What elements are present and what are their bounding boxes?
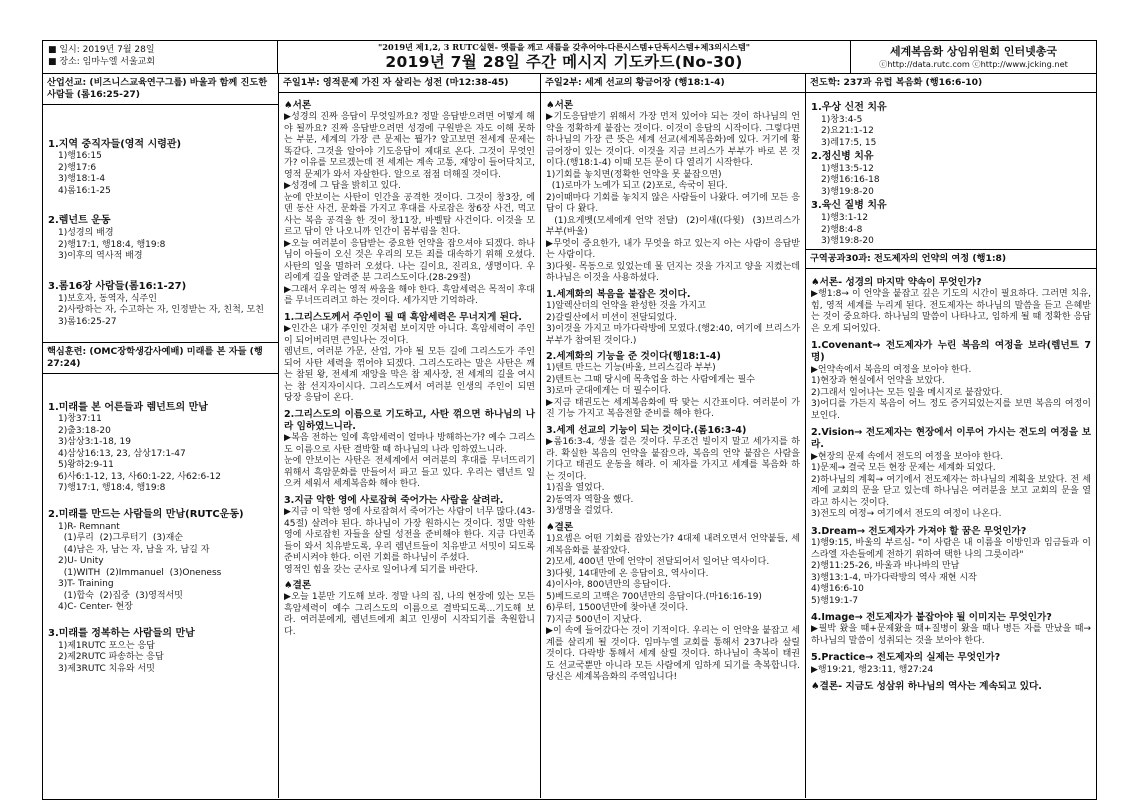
column-4 — [806, 74, 1096, 798]
core-training-body — [43, 374, 278, 679]
header-org-block — [851, 41, 1096, 73]
paragraph: 2)행11:25-26, 바울과 바나바의 만남 — [811, 561, 960, 572]
paragraph: 2)텐트는 그때 당시에 목축업을 하는 사람에게는 필수 — [546, 374, 755, 385]
paragraph: 6)루터, 1500년만에 찾아낸 것이다. — [546, 603, 689, 614]
paragraph: (1)로마가 노예가 되고 (2)포로, 속국이 된다. — [546, 181, 728, 192]
section-title: 1.미래를 본 어른들과 렘넌트의 만남 — [48, 401, 208, 413]
section-line: 1)창37:11 — [58, 414, 102, 425]
paragraph: 1)알렉산더의 언약을 완성한 것을 가지고 — [546, 301, 706, 312]
paragraph: ▶오늘 1분만 기도해 보라. 정말 나의 집, 나의 현장에 있는 모든 흑암세력이 예수 그리스도의 이름으로 결박되도록...기도해 보라. 여러분에게, 렘넌트에게 최고 인생이 시작되기를 축원합니다. — [284, 592, 538, 637]
paragraph: ♠서론 — [284, 99, 312, 111]
card-header — [43, 41, 1096, 74]
section-line: 2)사랑하는 자, 수고하는 자, 인정받는 자, 친척, 모친 — [58, 305, 264, 316]
paragraph: 2.세계화의 기능을 준 것이다(행18:1-4) — [546, 351, 721, 363]
section-title: 2.미래를 만드는 사람들의 만남(RUTC운동) — [48, 508, 244, 520]
paragraph: 5)행19:1-7 — [811, 595, 859, 606]
paragraph: ▶행19:21, 행23:11, 행27:24 — [811, 664, 934, 675]
section-line: 3)레17:5, 15 — [821, 137, 877, 148]
section-line: 1)R- Remnant — [58, 521, 120, 532]
section-line: 1)제1RUTC 포으는 응답 — [58, 640, 155, 651]
section-line: (1)루리 (2)그루터기 (3)재순 — [58, 533, 183, 544]
paragraph: 4)이사야, 800년만의 응답이다. — [546, 580, 671, 591]
paragraph: ♠결론 — [284, 580, 312, 592]
section-line: 4)롬16:1-25 — [58, 185, 111, 196]
paragraph: ▶기도응답받기 위해서 가장 먼저 있어야 되는 것이 하나님의 언약을 정확하게 붙잡는 것이다. 이것이 응답의 시작이다. 그렇다면 하나님의 가장 큰 뜻은 세계 선교(세계복음화)에 있다. 거기에 황금어장이 있는 것이다. 이것을 지금 브리스가 부부가 바로 본 것이다.(행18:1-4) 이때 모든 문이 다 열리기 시작한다. — [546, 112, 803, 169]
paragraph: ▶인간은 내가 주인인 것처럼 보이지만 아니다. 흑암세력이 주인이 되어버리면 큰일나는 것이다. — [284, 324, 535, 346]
paragraph: 4.Image→ 전도제자가 붙잡아야 될 이미지는 무엇인가? — [811, 612, 1052, 624]
column-3 — [541, 74, 806, 798]
paragraph: ▶현장의 문제 속에서 전도의 여정을 보아야 한다. — [811, 451, 1004, 462]
paragraph: 1)현장과 현실에서 언약을 보았다. — [811, 376, 945, 387]
section-line: 1)성경의 배경 — [58, 228, 114, 239]
cell-lesson-body — [806, 269, 1096, 697]
paragraph: 3)다윗- 목동으로 있었는데 물 던지는 것을 가지고 양을 지켰는데 하나님은 이것을 사용하셨다. — [546, 261, 803, 284]
paragraph: ▶성경의 진짜 응답이 무엇일까요? 정말 응답받으려면 어떻게 해야 될까요? 진짜 응답받으려면 성경에 구원받은 자도 이해 못하는 부분, 세계의 가장 큰 문제는 뭘가? 알고보면 전세계 문제는 똑같다. 그것을 알아야 기도응답이 제대로 온다. 그것이 무엇인가? 이유를 모르겠는데 전 세계는 계속 고통, 재앙이 들어닥치고, 영적 문제가 와서 자살한다. 알으로 점점 더해질 것이다. — [284, 112, 538, 180]
header-title-block — [278, 41, 851, 73]
section-line: 1)창3:4-5 — [821, 114, 863, 125]
place-label: ■ 장소: 임마누엘 서울교회 — [48, 57, 156, 67]
paragraph: 2)그래서 일어나는 모든 일을 메시지로 붙잡았다. — [811, 387, 1003, 398]
date-label: ■ 일시: 2019년 7월 28일 — [48, 45, 155, 56]
paragraph: 1.그리스도께서 주인이 될 때 흑암세력은 무너지게 된다. — [284, 311, 522, 323]
paragraph: ▶지금 이 악한 영에 사로잡혀서 죽어가는 사람이 너무 많다.(43-45절) 살려야 된다. 하나님이 가장 원하시는 것이다. 정말 악한 영에 사로잡힌 자들을 살릴 성전을 준비해야 한다. 지금 다민족들이 와서 치유받도록, 우리 렘넌트들이 치유받고 서밋이 되도록 준비시켜야 한다. 이런 기회를 하나님이 주셨다. — [284, 507, 538, 564]
paragraph: 2)동역자 역할을 했다. — [546, 494, 634, 505]
core-training-heading: 핵심훈련: (OMC장학생감사예배) 미래를 본 자들 (행27:24) — [43, 343, 278, 374]
paragraph: 1.세계화의 복음을 붙잡은 것이다. — [546, 288, 691, 300]
paragraph: 영적인 힘을 갖는 군사로 일어나게 되기를 바란다. — [284, 564, 478, 575]
section-line: 1)행13:5-12 — [821, 163, 874, 174]
section-line: 7)행17:1, 행18:4, 행19:8 — [58, 483, 166, 494]
evangelism-body — [806, 93, 1096, 249]
paragraph: 3)전도의 여정→ 여기에서 전도의 여정이 나온다. — [811, 509, 1002, 520]
section-title: 1.우상 신전 치유 — [811, 101, 887, 113]
section-title: 1.지역 중직자들(영적 시령관) — [48, 138, 182, 150]
industry-mission-heading: 산업선교: (비즈니스교육연구그룹) 바울과 함께 진도한 사람들 (롬16:25-27) — [43, 74, 278, 105]
section-line: 2)제2RUTC 파송하는 응답 — [58, 652, 164, 663]
paragraph: ▶그래서 우리는 영적 싸움을 해야 한다. 흑암세력은 목적이 후대를 무너뜨리려고 하는 것이다. 세가지만 기억하라. — [284, 284, 535, 307]
paragraph: ▶오늘 여러분이 응답받는 중요한 언약을 잡으셔야 되겠다. 하나님이 아들이 오신 것은 우리의 모든 죄를 대속하기 위해 오셨다. 사탄의 일을 멸하러 오셨다. 나는 길이요, 진리요, 생명이다. 우리에게 길을 알려준 분 그리스도이다.(28-29절) — [284, 238, 538, 284]
section-line: 3)롬16:25-27 — [58, 316, 117, 327]
paragraph: 2)이때마다 기회를 놓치지 않은 사람들이 나왔다. 여기에 모든 응답이 다 왔다. — [546, 192, 800, 215]
paragraph: 5)베드로의 고백은 700년만의 응답이다.(마16:16-19) — [546, 591, 762, 602]
paragraph: 2)갈릴산에서 미션이 전달되었다. — [546, 312, 677, 323]
paragraph: 눈에 안보이는 사탄은 전세계에서 여러분의 후대를 무너뜨리기 위해서 흑암문화를 만들어서 파고 들고 있다. 우리는 렘넌트 일으켜 세워서 세계복음화 해야 한다. — [284, 456, 538, 490]
paragraph: 4)행16:6-10 — [811, 584, 864, 595]
section-line: 1)보호자, 동역자, 식주인 — [58, 293, 157, 304]
paragraph: 3)로마 군대에게는 더 필수이다. — [546, 386, 672, 397]
paragraph: 1)문제→ 결국 모든 현장 문제는 세계화 되었다. — [811, 463, 996, 474]
section-line: 3)행19:8-20 — [821, 236, 874, 247]
paragraph: ▶행1:8→ 이 언약을 붙잡고 깊은 기도의 시간이 필요하다. 그러면 치유, 힘, 영적 세계를 누리게 된다. 전도제자는 하나님의 말씀을 듣고 은혜받는 것이 중요하다. 하나님의 말씀이 나타나고, 임하게 될 때 정확한 응답은 오게 되어있다. — [811, 289, 1094, 334]
evangelism-box — [806, 74, 1096, 249]
paragraph: ♠결론 — [546, 521, 574, 533]
paragraph: 7)지금 500년이 지났다. — [546, 614, 642, 625]
paragraph: 2)모세, 400년 만에 언약이 전달되어서 일어난 역사이다. — [546, 557, 770, 568]
section-title: 3.육신 질병 치유 — [811, 200, 887, 212]
paragraph: 3)다윗, 14대만에 온 응답이요, 역사이다. — [546, 568, 709, 579]
paragraph: 3)어디를 가든지 복음이 어느 정도 증거되었는지를 보면 복음의 여정이 보인다. — [811, 399, 1094, 421]
cell-lesson-heading: 구역공과30과: 전도제자의 언약의 여정 (행1:8) — [806, 250, 1096, 269]
paragraph: ▶이 속에 들어갔다는 것이 기적이다. 우리는 이 언약을 붙잡고 세계를 살리게 될 것이다. 임마누엘 교회를 통해서 237나라 살릴 것이다. 다락방 통해서 세계 살릴 것이다. 하나님이 축복이 태권도 선교국뿐만 아니라 모든 사람에게 임하게 되기를 축복합니다. 당신은 세계복음화의 주역입니다! — [546, 626, 803, 683]
section-line: 3)행19:8-20 — [821, 186, 874, 197]
section-title: 3.미래를 정복하는 사람들의 만남 — [48, 627, 195, 639]
paragraph: 5.Practice→ 전도제자의 실제는 무엇인가? — [811, 652, 1001, 664]
industry-mission-box — [43, 74, 278, 342]
paragraph: 렘넌트, 여러분 가문, 산업, 가야 될 모든 길에 그리스도가 주인 되어 사탄 세력을 꺾어야 되겠다. 그리스도라는 말은 사탄은 깨는 참된 왕, 전세계 재앙을 막은 참 제사장, 전 세계의 길을 여시는 참 선지자이시다. 그리스도께서 여러분 인생의 주인이 되면 당장 응답이 온다. — [284, 347, 538, 404]
paragraph: ▶지금 태권도는 세계복음화에 딱 맞는 시간표이다. 여러분이 가진 기능 가지고 복음전할 준비를 해야 한다. — [546, 397, 800, 420]
sunday-service-1-heading: 주일1부: 영적문제 가진 자 살리는 성전 (마12:38-45) — [279, 74, 540, 93]
core-training-box — [43, 343, 278, 798]
section-line: (4)남은 자, 남는 자, 남을 자, 남길 자 — [58, 544, 210, 555]
section-title: 3.롬16장 사람들(롬16:1-27) — [48, 280, 187, 292]
paragraph: 1)기회를 놓치면(정확한 언약을 못 붙잡으면) — [546, 169, 722, 180]
industry-mission-body — [43, 105, 278, 332]
section-line: 2)행17:1, 행18:4, 행19:8 — [58, 239, 166, 250]
section-line: 3)제3RUTC 치유와 서밋 — [58, 663, 155, 674]
paragraph: 3)생명을 걸었다. — [546, 506, 614, 517]
paragraph: 1)행9:15, 바울의 부르심- "이 사람은 내 이름을 이방인과 임금들과 이스라엘 자손들에게 전하기 위하여 택한 나의 그릇이라" — [811, 538, 1091, 560]
paragraph: ▶성경에 그 답을 밝히고 있다. — [284, 181, 401, 192]
header-meta — [43, 41, 278, 73]
sunday-service-1-body — [279, 93, 540, 642]
paragraph: ▶롬16:3-4, 생을 걸은 것이다. 무조건 빌이지 말고 세가지를 하라. 확실한 복음의 언약을 붙잡으라, 복음의 언약 붙잡은 사람을 기다고 태권도 운동을 해라. 이 제자를 가지고 세계를 복음화 하는 것이다. — [546, 437, 803, 482]
paragraph: 1)텐트 만드는 기능(바울, 브리스길라 부부) — [546, 363, 716, 374]
paragraph: ♠서론 — [546, 99, 574, 111]
section-line: 2)요21:1-12 — [821, 126, 874, 137]
paragraph: 1.Covenant→ 전도제자가 누린 복음의 여정을 보라(렘넌트 7명) — [811, 340, 1091, 364]
paragraph: 3)행13:1-4, 마가다락방의 역사 재현 시작 — [811, 572, 977, 583]
sunday-service-2-heading: 주일2부: 세계 선교의 황금어장 (행18:1-4) — [541, 74, 805, 93]
paragraph: 3.Dream→ 전도제자가 가져야 할 꿈은 무엇인가? — [811, 525, 1027, 537]
section-line: 3)이후의 역사적 배경 — [58, 251, 143, 262]
paragraph: 2.Vision→ 전도제자는 현장에서 이루어 가시는 전도의 여정을 보라. — [811, 427, 1091, 451]
org-urls: ⓒhttp://data.rutc.com ⓒhttp://www.jcking.net — [879, 58, 1068, 69]
cell-lesson-box — [806, 250, 1096, 798]
section-line: 1)행16:15 — [58, 151, 102, 162]
evangelism-heading: 전도학: 237과 유럽 복음화 (행16:6-10) — [806, 74, 1096, 93]
paragraph: 1)요셉은 어떤 기회를 잡았는가? 4대제 내려오면서 언약붙들, 세계복음화를 붙잡았다. — [546, 534, 800, 556]
paragraph: 3.세계 선교의 기능이 되는 것이다.(롬16:3-4) — [546, 424, 747, 436]
card-columns — [43, 74, 1096, 798]
paragraph: 눈에 안보이는 사탄이 인간을 공격한 것이다. 그것이 창3장, 에덴 동산 사건, 문화를 가지고 후대를 사로잡은 창6장 사건, 먹고 사는 복음 공격을 한 것이 창11장, 바벨탑 사건이다. 이것을 모르고 답이 안 나오니까 인간이 몸부림을 친다. — [284, 192, 538, 238]
section-line: (1)WITH (2)Immanuel (3)Oneness — [58, 567, 222, 578]
column-2 — [279, 74, 541, 798]
org-name: 세계복음화 상임위원회 인터넷총국 — [889, 44, 1058, 58]
paragraph: 3.지금 악한 영에 사로잡혀 죽어가는 사람을 살려라. — [284, 494, 504, 506]
section-line: 4)삼상16:13, 23, 삼상17:1-47 — [58, 448, 186, 459]
section-line: 2)행17:6 — [58, 162, 97, 173]
paragraph: 3)이것을 가지고 마가다락방에 모였다.(행2:40, 여기에 브리스가 부부가 참여된 것이다.) — [546, 324, 803, 346]
section-line: 4)C- Center- 현장 — [58, 602, 133, 613]
section-title: 2.렘넌트 운동 — [48, 215, 111, 227]
sunday-service-2-body — [541, 93, 805, 687]
section-line: 3)삼상3:1-18, 19 — [58, 437, 131, 448]
paragraph: 2)하나님의 계획→ 여기에서 전도제자는 하나님의 계획을 보았다. 전 세계에 교회의 문을 닫고 있는데 하나님은 여러분을 보고 교회의 문을 열라고 하시는 것이다. — [811, 474, 1091, 508]
section-line: (1)합숙 (2)집중 (3)영적서밋 — [58, 590, 183, 601]
section-line: 3)행18:1-4 — [58, 174, 106, 185]
paragraph: 2.그리스도의 이름으로 기도하고, 사탄 꺾으면 하나님의 나라 임하였느니라. — [284, 408, 535, 432]
section-line: 2)출3:18-20 — [58, 425, 111, 436]
section-line: 3)T- Training — [58, 579, 114, 590]
section-line: 6)사6:1-12, 13, 사60:1-22, 사62:6-12 — [58, 471, 221, 482]
prayer-card-sheet — [42, 40, 1097, 800]
section-line: 2)행8:4-8 — [821, 224, 863, 235]
paragraph: (1)요게벳(모세에게 언약 전달) (2)이새((다윗) (3)브리스가 부부(바울) — [546, 215, 803, 238]
paragraph: ▶언약속에서 복음의 여정을 보아야 한다. — [811, 364, 972, 375]
paragraph: ♠결론- 지금도 성삼위 하나님의 역사는 계속되고 있다. — [811, 681, 1042, 693]
section-line: 2)U- Unity — [58, 556, 104, 567]
section-line: 2)행16:16-18 — [821, 175, 880, 186]
column-1 — [43, 74, 279, 798]
slogan: "2019년 제1,2, 3 RUTC실현- 옛틀을 깨고 새틀을 갖추어야-다른시스템+단독시스템+제3의시스템" — [377, 42, 750, 52]
section-title: 2.정신병 치유 — [811, 151, 874, 163]
section-line: 1)행3:1-12 — [821, 213, 869, 224]
paragraph: ▶무엇이 중요한가, 내가 무엇을 하고 있는지 아는 사람이 응답받는 사람이다. — [546, 238, 800, 261]
paragraph: ▶필박 왔을 때+문제왔을 때+질병이 왔을 때나 병든 자를 만났을 때→ 하나님의 말씀이 성취되는 것을 보아야 한다. — [811, 624, 1094, 646]
page-title: 2019년 7월 28일 주간 메시지 기도카드(No-30) — [385, 52, 743, 71]
paragraph: ▶복음 전하는 일에 흑암세력이 얼마나 방해하는가? 예수 그리스도 이름으로 사탄 결박할 때 하나님의 나라 임하였느니라. — [284, 433, 535, 455]
paragraph: ♠서론- 성경의 마지막 약속이 무엇인가? — [811, 276, 982, 288]
paragraph: 1)집을 열었다. — [546, 483, 605, 494]
section-line: 5)왕하2:9-11 — [58, 460, 114, 471]
